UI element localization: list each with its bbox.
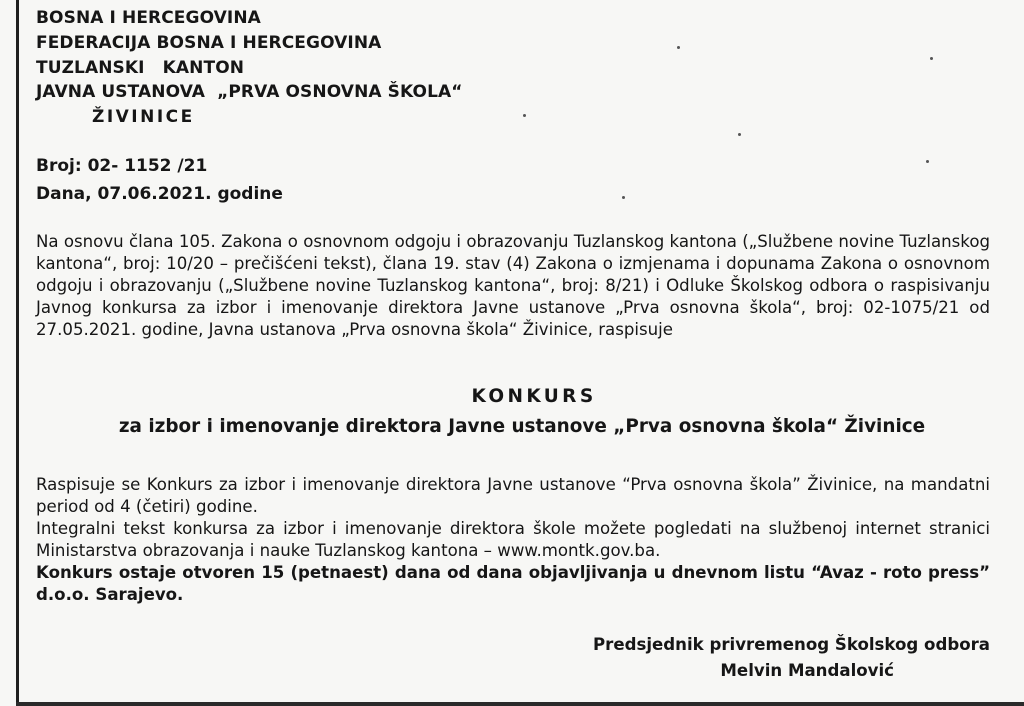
- header-institution: JAVNA USTANOVA „PRVA OSNOVNA ŠKOLA“: [36, 82, 463, 103]
- reference-number: Broj: 02- 1152 /21: [36, 156, 208, 176]
- signature-block: [520, 632, 990, 684]
- page-bottom-edge: [16, 702, 1024, 706]
- header-canton: TUZLANSKI KANTON: [36, 57, 245, 78]
- document-title: KONKURS: [471, 386, 597, 407]
- scan-speck: [622, 196, 625, 199]
- reference-date: Dana, 07.06.2021. godine: [36, 184, 283, 204]
- document-reference: [36, 152, 283, 208]
- signature-role: Predsjednik privremenog Školskog odbora: [593, 635, 990, 654]
- scan-speck: [738, 133, 741, 136]
- body-paragraph-announcement: Raspisuje se Konkurs za izbor i imenovanje direktora Javne ustanove “Prva osnovna škola” Živinice, na mandatni period od 4 (četiri) godine.: [36, 475, 990, 516]
- signature-name: Melvin Mandalović: [720, 661, 894, 680]
- body-paragraph-deadline: Konkurs ostaje otvoren 15 (petnaest) dana od dana objavljivanja u dnevnom listu “Avaz - roto press” d.o.o. Sarajevo.: [36, 563, 990, 604]
- institution-header: [36, 6, 636, 130]
- scan-speck: [677, 46, 680, 49]
- header-country: BOSNA I HERCEGOVINA: [36, 8, 261, 28]
- body-text: [36, 474, 990, 606]
- page-left-edge: [16, 0, 19, 706]
- header-federation: FEDERACIJA BOSNA I HERCEGOVINA: [36, 32, 382, 53]
- document-subtitle: za izbor i imenovanje direktora Javne ustanove „Prva osnovna škola“ Živinice: [118, 416, 926, 437]
- header-city: ŽIVINICE: [92, 107, 195, 128]
- scan-speck: [523, 114, 526, 117]
- intro-paragraph: Na osnovu člana 105. Zakona o osnovnom odgoju i obrazovanju Tuzlanskog kantona („Službene novine Tuzlanskog kantona“, broj: 10/20 – prečišćeni tekst), člana 19. stav (4) Zakona o izmjenama i dopunama Zakona o osnovnom odgoju i obrazovanju („Službene novine Tuzlanskog kantona“, broj: 8/21) i Odluke Školskog odbora o raspisivanju Javnog konkursa za izbor i imenovanje direktora Javne ustanove „Prva osnovna škola“, broj: 02-1075/21 od 27.05.2021. godine, Javna ustanova „Prva osnovna škola“ Živinice, raspisuje: [36, 232, 990, 339]
- scan-speck: [926, 160, 929, 163]
- body-paragraph-website: Integralni tekst konkursa za izbor i imenovanje direktora škole možete pogledati na službenoj internet stranici Ministarstva obrazovanja i nauke Tuzlanskog kantona – www.montk.gov.ba.: [36, 519, 990, 560]
- scan-speck: [930, 57, 933, 60]
